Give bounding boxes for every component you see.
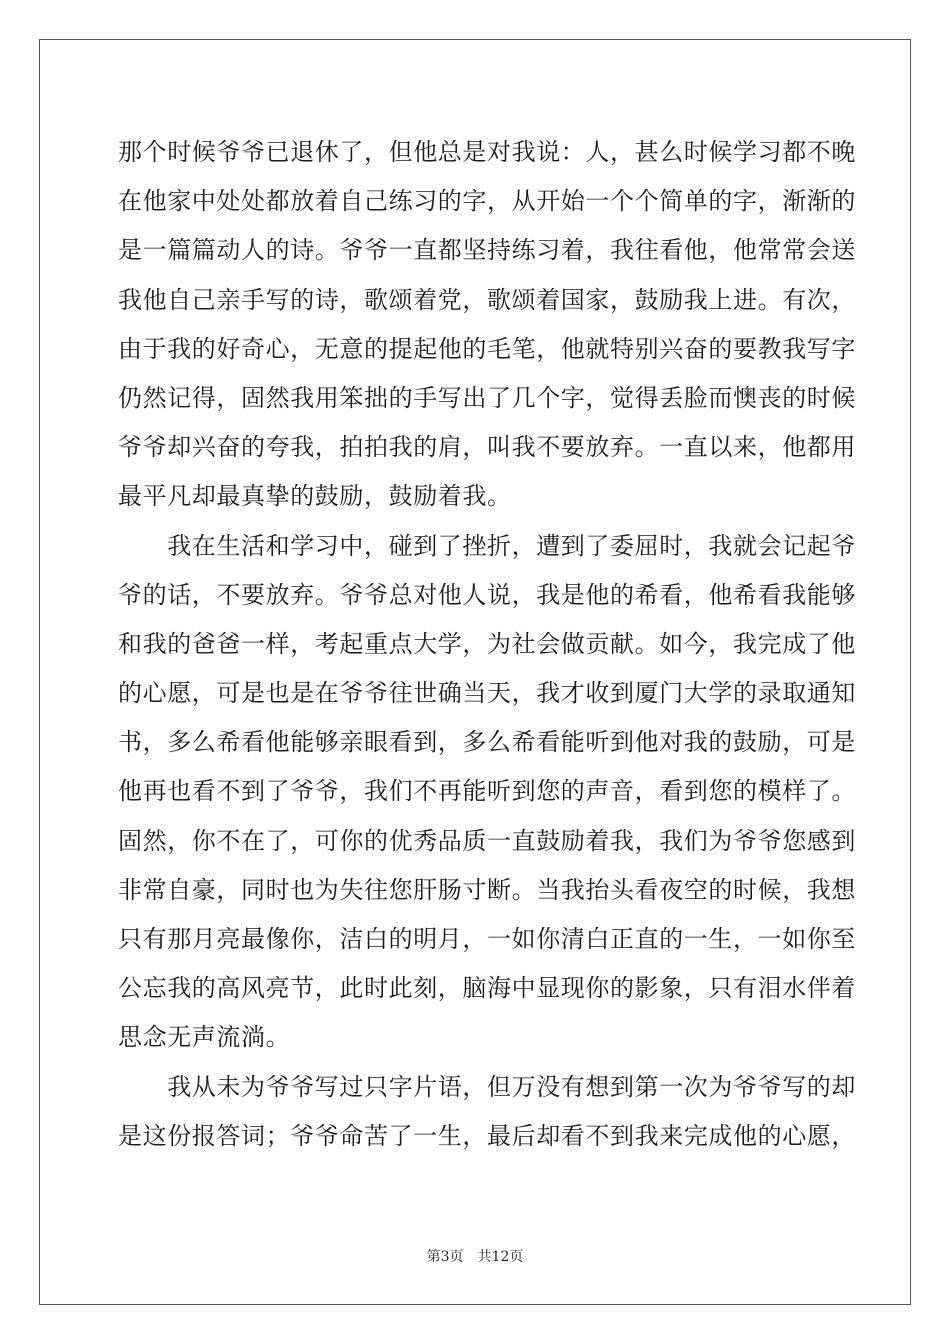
text-line: 公忘我的高风亮节，此时此刻，脑海中显现你的影象，只有泪水伴着 bbox=[118, 974, 856, 1003]
text-line: 是一篇篇动人的诗。爷爷一直都坚持练习着，我往看他，他常常会送 bbox=[118, 236, 856, 265]
text-line: 我从未为爷爷写过只字片语，但万没有想到第一次为爷爷写的却 bbox=[118, 1072, 856, 1101]
text-line: 是这份报答词；爷爷命苦了一生，最后却看不到我来完成他的心愿， bbox=[118, 1121, 856, 1150]
text-line: 由于我的好奇心，无意的提起他的毛笔，他就特别兴奋的要教我写字 bbox=[118, 334, 856, 363]
text-line: 那个时候爷爷已退休了，但他总是对我说：人，甚么时候学习都不晚 bbox=[118, 138, 856, 166]
text-line: 只有那月亮最像你，洁白的明月，一如你清白正直的一生，一如你至 bbox=[118, 925, 856, 953]
text-line: 爷的话，不要放弃。爷爷总对他人说，我是他的希看，他希看我能够 bbox=[118, 580, 856, 609]
text-line: 爷爷却兴奋的夸我，拍拍我的肩，叫我不要放弃。一直以来，他都用 bbox=[118, 433, 856, 462]
text-line: 我在生活和学习中，碰到了挫折，遭到了委屈时，我就会记起爷 bbox=[118, 531, 856, 560]
text-line: 我他自己亲手写的诗，歌颂着党，歌颂着国家，鼓励我上进。有次， bbox=[118, 285, 856, 314]
page-number: 第3页 bbox=[426, 1249, 464, 1265]
text-line: 的心愿，可是也是在爷爷往世确当天，我才收到厦门大学的录取通知 bbox=[118, 679, 856, 708]
page-footer bbox=[0, 1248, 950, 1266]
text-line: 书，多么希看他能够亲眼看到，多么希看能听到他对我的鼓励，可是 bbox=[118, 728, 856, 757]
text-line: 最平凡却最真挚的鼓励，鼓励着我。 bbox=[118, 482, 512, 511]
text-line: 固然，你不在了，可你的优秀品质一直鼓励着我，我们为爷爷您感到 bbox=[118, 826, 856, 855]
text-line: 仍然记得，固然我用笨拙的手写出了几个字，觉得丢脸而懊丧的时候 bbox=[118, 383, 856, 412]
text-line: 非常自豪，同时也为失往您肝肠寸断。当我抬头看夜空的时候，我想 bbox=[118, 875, 856, 904]
text-line: 他再也看不到了爷爷，我们不再能听到您的声音，看到您的模样了。 bbox=[118, 777, 856, 806]
text-line: 思念无声流淌。 bbox=[118, 1023, 291, 1052]
page-total: 共12页 bbox=[477, 1249, 524, 1265]
document-body bbox=[118, 128, 856, 1161]
text-line: 在他家中处处都放着自己练习的字，从开始一个个简单的字，渐渐的 bbox=[118, 187, 856, 216]
text-line: 和我的爸爸一样，考起重点大学，为社会做贡献。如今，我完成了他 bbox=[118, 629, 856, 658]
